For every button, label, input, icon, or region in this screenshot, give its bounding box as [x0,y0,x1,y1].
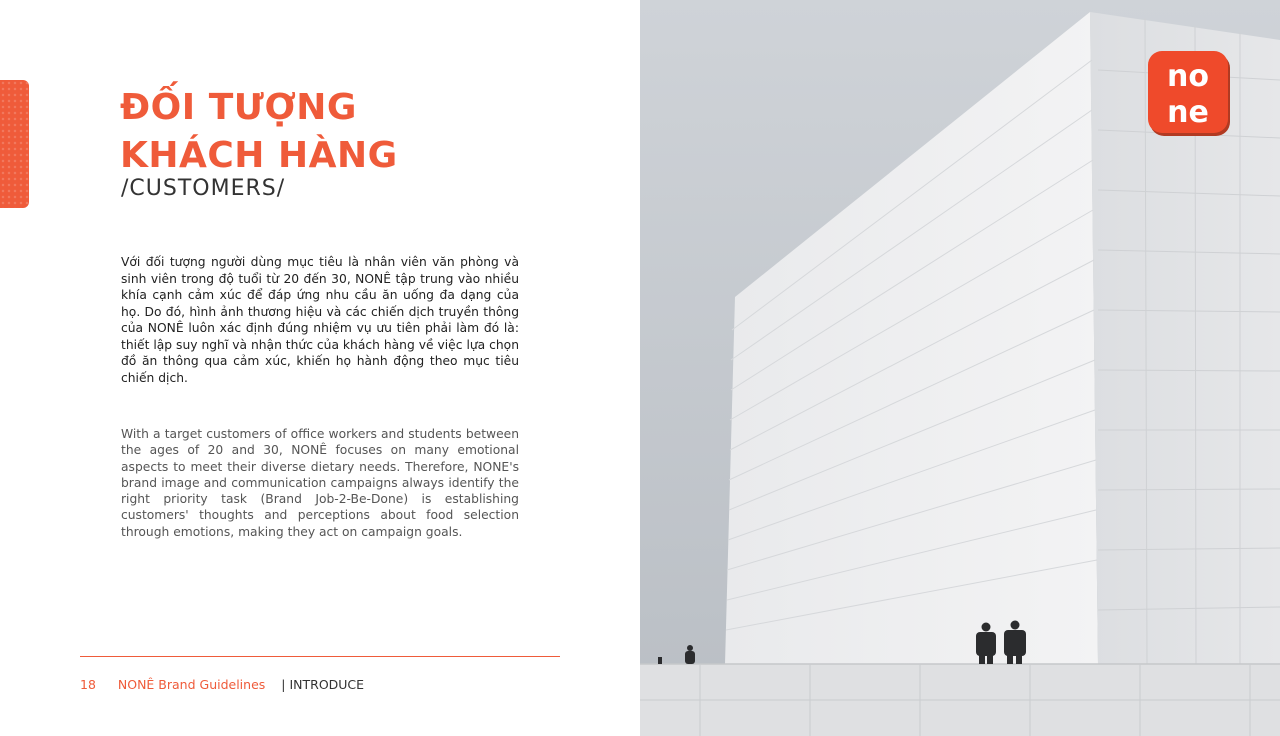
footer-section-label: | INTRODUCE [281,677,365,692]
page-number: 18 [80,677,96,692]
svg-text:ne: ne [1167,95,1209,130]
none-logo-sign [1148,51,1230,136]
page-title [120,84,398,180]
building-photo [640,0,1280,736]
page-subtitle: /CUSTOMERS/ [121,176,286,201]
body-text-english: With a target customers of office workers and students between the ages of 20 and 30, NONÊ focuses on many emotional aspects to meet their diverse dietary needs. Therefore, NONE's brand image and communication campaigns always identify the right priority task (Brand Job-2-Be-Done) is establishing customers' thoughts and perceptions about food selection through emotions, making they act on campaign goals. [121,427,519,539]
svg-text:no: no [1167,59,1209,94]
body-text-vietnamese: Với đối tượng người dùng mục tiêu là nhân viên văn phòng và sinh viên trong độ tuổi từ 20 đến 30, NONÊ tập trung vào nhiều khía cạnh cảm xúc để đáp ứng nhu cầu ăn uống đa dạng của họ. Do đó, hình ảnh thương hiệu và các chiến dịch truyền thông của NONÊ luôn xác định đúng nhiệm vụ ưu tiên phải làm đó là: thiết lập suy nghĩ và nhận thức của khách hàng về việc lựa chọn đồ ăn thông qua cảm xúc, khiến họ hành động theo mục tiêu chiến dịch. [121,255,519,385]
title-line-2: KHÁCH HÀNG [120,135,398,176]
title-line-1: ĐỐI TƯỢNG [120,87,357,128]
footer-brand-label: NONÊ Brand Guidelines [117,677,266,692]
side-accent-tab [0,80,29,208]
footer [80,677,364,692]
footer-divider [80,656,560,657]
